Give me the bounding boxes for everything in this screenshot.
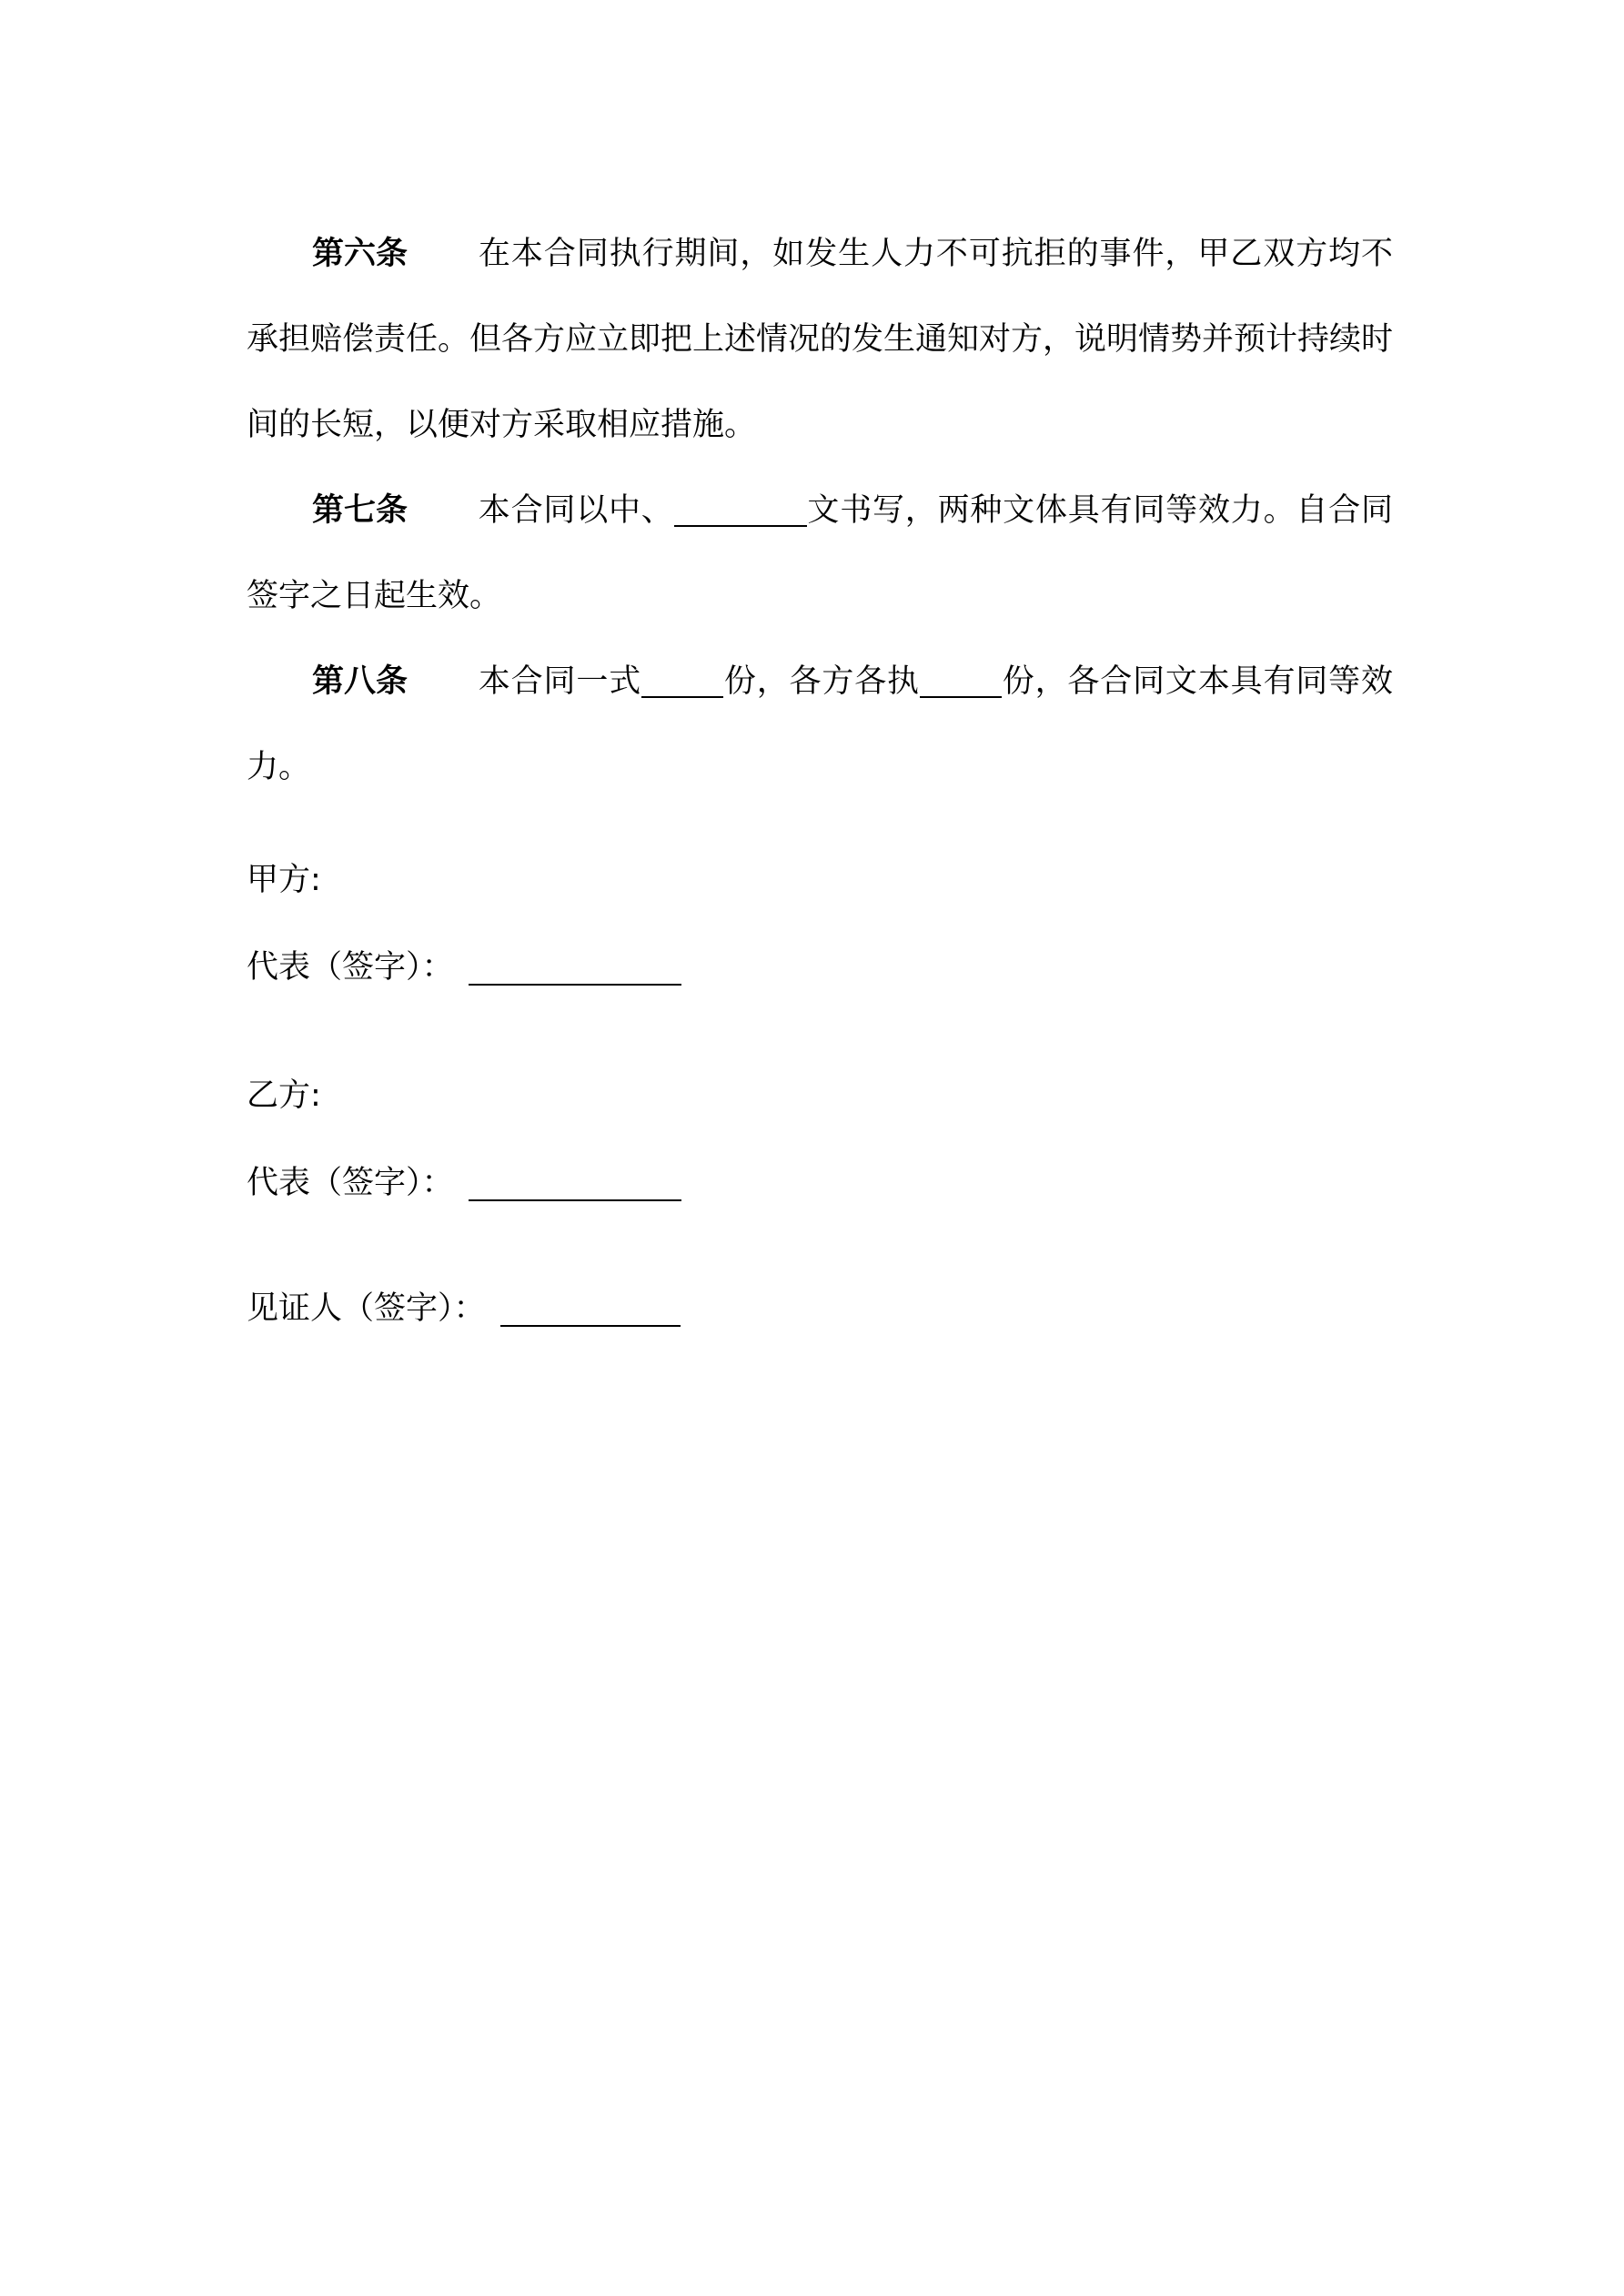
party-b-representative [247, 1161, 681, 1205]
witness-signature-line[interactable] [500, 1293, 681, 1327]
total-copies-blank[interactable] [641, 664, 723, 698]
article-6-number: 第六条 [312, 236, 409, 272]
article-8-text-part1: 本合同一式 [478, 663, 642, 700]
party-a-label: 甲方: [247, 862, 321, 898]
article-7-text-after: 文书写，两种文体具有同等效力。自合同签字之日起生效。 [247, 492, 1393, 614]
party-a-representative [247, 946, 681, 989]
article-8-text-part3: 份，各合同文本具有同等效力。 [247, 663, 1393, 785]
article-7-text-before: 本合同以中、 [478, 492, 674, 529]
contract-body [247, 211, 1393, 810]
article-8 [247, 639, 1393, 810]
article-7-number: 第七条 [312, 492, 409, 529]
party-a-rep-label: 代表（签字）： [247, 949, 454, 986]
party-b-rep-label: 代表（签字）： [247, 1165, 454, 1201]
witness-signature [247, 1287, 681, 1330]
article-7 [247, 468, 1393, 639]
article-8-number: 第八条 [312, 663, 409, 700]
witness-label: 见证人（签字）： [247, 1290, 486, 1327]
article-6 [247, 211, 1393, 468]
party-b-signature-line[interactable] [469, 1168, 681, 1201]
party-b-label: 乙方: [247, 1077, 321, 1114]
party-a-signature-line[interactable] [469, 952, 681, 986]
language-blank[interactable] [674, 493, 807, 527]
article-8-text-part2: 份，各方各执 [723, 663, 920, 700]
article-6-text: 在本合同执行期间，如发生人力不可抗拒的事件，甲乙双方均不承担赔偿责任。但各方应立即把上述情况的发生通知对方，说明情势并预计持续时间的长短，以便对方采取相应措施。 [247, 236, 1394, 443]
copies-each-blank[interactable] [920, 664, 1002, 698]
